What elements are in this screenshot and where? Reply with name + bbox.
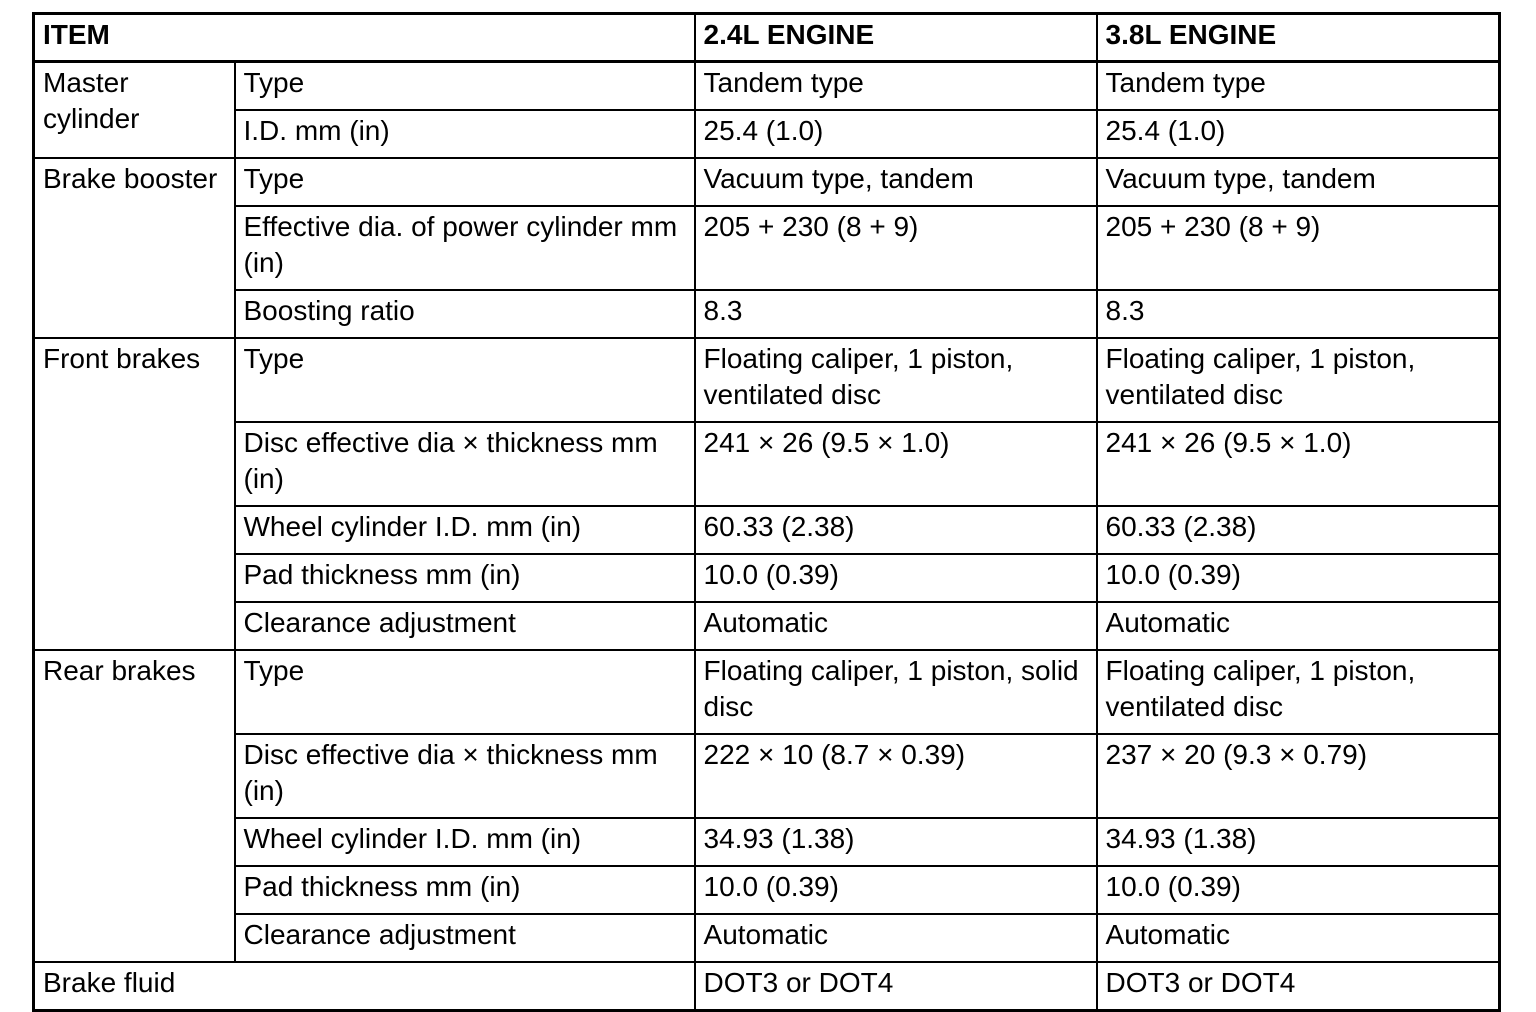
row-value-2-4l: 205 + 230 (8 + 9) bbox=[695, 206, 1097, 290]
row-value-3-8l: Tandem type bbox=[1097, 62, 1500, 111]
header-engine-2-4l: 2.4L ENGINE bbox=[695, 14, 1097, 62]
brake-spec-table bbox=[32, 12, 1501, 1012]
row-value-2-4l: 60.33 (2.38) bbox=[695, 506, 1097, 554]
row-value-2-4l: 10.0 (0.39) bbox=[695, 554, 1097, 602]
row-item: Type bbox=[235, 62, 695, 111]
table-row bbox=[34, 338, 1500, 422]
row-value-2-4l: Floating caliper, 1 piston, ventilated disc bbox=[695, 338, 1097, 422]
group-label-brake-fluid: Brake fluid bbox=[34, 962, 695, 1011]
row-value-3-8l: 60.33 (2.38) bbox=[1097, 506, 1500, 554]
header-item: ITEM bbox=[34, 14, 695, 62]
row-item: Type bbox=[235, 338, 695, 422]
row-value-3-8l: 8.3 bbox=[1097, 290, 1500, 338]
row-value-2-4l: Floating caliper, 1 piston, solid disc bbox=[695, 650, 1097, 734]
table-row bbox=[34, 734, 1500, 818]
row-value-2-4l: Automatic bbox=[695, 914, 1097, 962]
row-value-2-4l: 222 × 10 (8.7 × 0.39) bbox=[695, 734, 1097, 818]
table-row bbox=[34, 962, 1500, 1011]
row-value-2-4l: Tandem type bbox=[695, 62, 1097, 111]
table-row bbox=[34, 650, 1500, 734]
group-label-rear-brakes: Rear brakes bbox=[34, 650, 235, 962]
table-row bbox=[34, 914, 1500, 962]
table-row bbox=[34, 506, 1500, 554]
table-row bbox=[34, 818, 1500, 866]
row-item: Disc effective dia × thickness mm (in) bbox=[235, 734, 695, 818]
table-row bbox=[34, 554, 1500, 602]
row-value-3-8l: Automatic bbox=[1097, 914, 1500, 962]
row-item: Type bbox=[235, 650, 695, 734]
row-value-3-8l: Automatic bbox=[1097, 602, 1500, 650]
row-item: Wheel cylinder I.D. mm (in) bbox=[235, 818, 695, 866]
row-value-2-4l: 10.0 (0.39) bbox=[695, 866, 1097, 914]
row-value-3-8l: 205 + 230 (8 + 9) bbox=[1097, 206, 1500, 290]
row-value-2-4l: Automatic bbox=[695, 602, 1097, 650]
row-value-2-4l: 241 × 26 (9.5 × 1.0) bbox=[695, 422, 1097, 506]
table-row bbox=[34, 62, 1500, 111]
row-value-3-8l: 237 × 20 (9.3 × 0.79) bbox=[1097, 734, 1500, 818]
row-value-2-4l: 25.4 (1.0) bbox=[695, 110, 1097, 158]
row-value-3-8l: DOT3 or DOT4 bbox=[1097, 962, 1500, 1011]
table-row bbox=[34, 110, 1500, 158]
table-row bbox=[34, 422, 1500, 506]
group-label-brake-booster: Brake booster bbox=[34, 158, 235, 338]
table-row bbox=[34, 602, 1500, 650]
row-value-2-4l: Vacuum type, tandem bbox=[695, 158, 1097, 206]
row-item: Boosting ratio bbox=[235, 290, 695, 338]
row-item: Wheel cylinder I.D. mm (in) bbox=[235, 506, 695, 554]
group-label-master-cylinder: Master cylinder bbox=[34, 62, 235, 159]
row-value-2-4l: DOT3 or DOT4 bbox=[695, 962, 1097, 1011]
table-row bbox=[34, 206, 1500, 290]
group-label-front-brakes: Front brakes bbox=[34, 338, 235, 650]
header-engine-3-8l: 3.8L ENGINE bbox=[1097, 14, 1500, 62]
row-value-3-8l: 25.4 (1.0) bbox=[1097, 110, 1500, 158]
row-value-3-8l: 10.0 (0.39) bbox=[1097, 866, 1500, 914]
row-item: Effective dia. of power cylinder mm (in) bbox=[235, 206, 695, 290]
table-header-row bbox=[34, 14, 1500, 62]
row-value-3-8l: 241 × 26 (9.5 × 1.0) bbox=[1097, 422, 1500, 506]
row-value-3-8l: 10.0 (0.39) bbox=[1097, 554, 1500, 602]
row-item: Pad thickness mm (in) bbox=[235, 866, 695, 914]
row-value-2-4l: 34.93 (1.38) bbox=[695, 818, 1097, 866]
row-item: I.D. mm (in) bbox=[235, 110, 695, 158]
table-row bbox=[34, 866, 1500, 914]
row-value-3-8l: Floating caliper, 1 piston, ventilated disc bbox=[1097, 338, 1500, 422]
row-value-3-8l: Vacuum type, tandem bbox=[1097, 158, 1500, 206]
row-item: Clearance adjustment bbox=[235, 602, 695, 650]
table-row bbox=[34, 290, 1500, 338]
row-item: Disc effective dia × thickness mm (in) bbox=[235, 422, 695, 506]
row-item: Pad thickness mm (in) bbox=[235, 554, 695, 602]
row-value-3-8l: Floating caliper, 1 piston, ventilated disc bbox=[1097, 650, 1500, 734]
row-item: Clearance adjustment bbox=[235, 914, 695, 962]
table-row bbox=[34, 158, 1500, 206]
row-value-3-8l: 34.93 (1.38) bbox=[1097, 818, 1500, 866]
row-item: Type bbox=[235, 158, 695, 206]
row-value-2-4l: 8.3 bbox=[695, 290, 1097, 338]
